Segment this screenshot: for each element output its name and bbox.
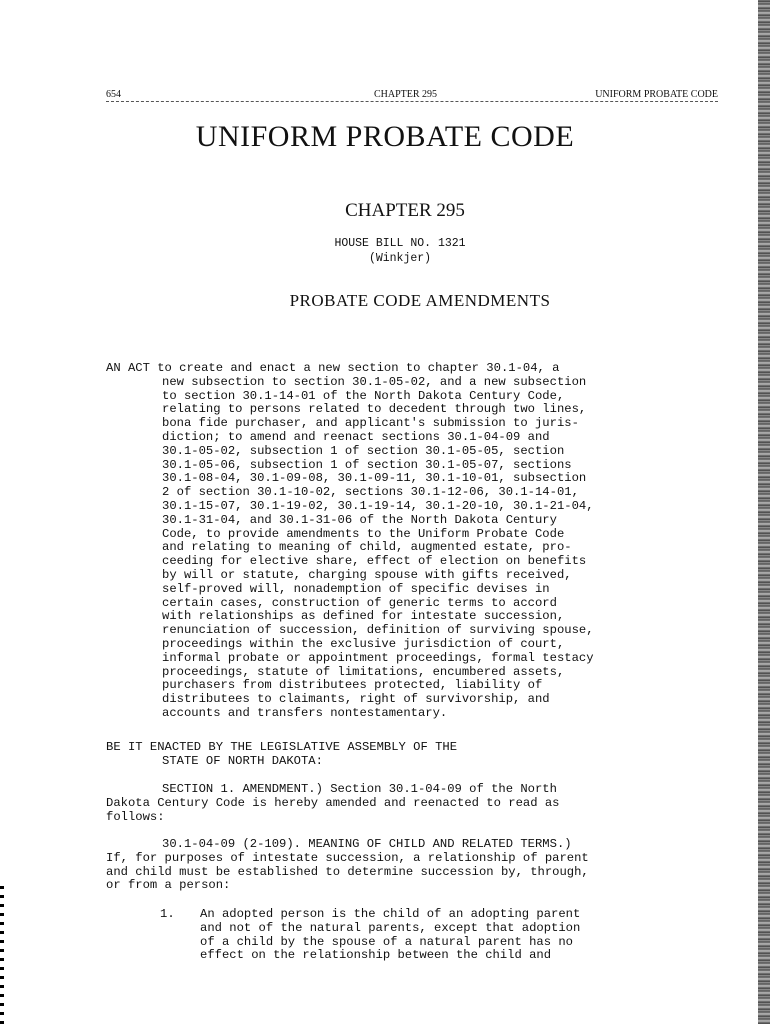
act-line: proceedings within the exclusive jurisdiction of court, — [162, 636, 565, 651]
list-item-number: 1. — [160, 907, 175, 921]
act-line: purchasers from distributees protected, liability of — [162, 678, 543, 693]
bill-info — [0, 236, 770, 266]
list-item-line: of a child by the spouse of a natural parent has no — [200, 934, 573, 949]
section-text-paragraph — [106, 838, 589, 893]
act-line: renunciation of succession, definition of surviving spouse, — [162, 623, 594, 638]
header-chapter: CHAPTER 295 — [374, 89, 438, 100]
act-line: and relating to meaning of child, augmented estate, pro- — [162, 540, 572, 555]
header-rule — [106, 101, 718, 102]
section-text-line: If, for purposes of intestate succession, a relationship of parent — [106, 850, 589, 865]
running-header — [106, 86, 718, 106]
section-1-line: SECTION 1. AMENDMENT.) Section 30.1-04-09 of the North — [162, 782, 557, 796]
section-heading-line: 30.1-04-09 (2-109). MEANING OF CHILD AND RELATED TERMS.) — [162, 837, 572, 851]
enacting-clause — [106, 741, 457, 769]
enacting-line-2: STATE OF NORTH DAKOTA: — [162, 753, 323, 768]
header-running-title: UNIFORM PROBATE CODE — [595, 89, 718, 100]
act-line: proceedings, statute of limitations, encumbered assets, — [162, 664, 565, 679]
act-line: accounts and transfers nontestamentary. — [162, 705, 448, 720]
act-line: to section 30.1-14-01 of the North Dakota Century Code, — [162, 388, 565, 403]
act-first-line: AN ACT to create and enact a new section to chapter 30.1-04, a — [106, 361, 560, 375]
act-line: 30.1-15-07, 30.1-19-02, 30.1-19-14, 30.1-20-10, 30.1-21-04, — [162, 498, 594, 513]
act-line: bona fide purchaser, and applicant's submission to juris- — [162, 416, 579, 431]
list-item-line: and not of the natural parents, except that adoption — [200, 920, 581, 935]
act-line: with relationships as defined for intestate succession, — [162, 609, 565, 624]
section-text-line: or from a person: — [106, 878, 231, 893]
section-1-line: follows: — [106, 809, 165, 824]
act-line: 30.1-08-04, 30.1-09-08, 30.1-09-11, 30.1-10-01, subsection — [162, 471, 587, 486]
act-line: diction; to amend and reenact sections 30.1-04-09 and — [162, 429, 550, 444]
act-paragraph — [106, 362, 594, 721]
subject-heading: PROBATE CODE AMENDMENTS — [289, 291, 551, 310]
section-1-line: Dakota Century Code is hereby amended and reenacted to read as — [106, 795, 560, 810]
act-line: by will or statute, charging spouse with gifts received, — [162, 567, 572, 582]
bill-sponsor: (Winkjer) — [368, 252, 432, 265]
act-line: 30.1-05-02, subsection 1 of section 30.1-05-05, section — [162, 443, 565, 458]
bill-number: HOUSE BILL NO. 1321 — [334, 237, 466, 250]
list-item-line: An adopted person is the child of an adopting parent — [200, 907, 581, 921]
act-line: new subsection to section 30.1-05-02, and a new subsection — [162, 374, 587, 389]
list-item-line: effect on the relationship between the child and — [200, 948, 552, 963]
act-line: self-proved will, nonademption of specific devises in — [162, 581, 550, 596]
act-line: ceeding for elective share, effect of election on benefits — [162, 554, 587, 569]
act-line: 30.1-31-04, and 30.1-31-06 of the North Dakota Century — [162, 512, 557, 527]
page-number: 654 — [106, 89, 121, 100]
section-text-line: and child must be established to determine succession by, through, — [106, 864, 589, 879]
act-line: distributees to claimants, right of survivorship, and — [162, 692, 550, 707]
enacting-line-1: BE IT ENACTED BY THE LEGISLATIVE ASSEMBLY OF THE — [106, 740, 458, 754]
section-1-paragraph — [106, 783, 559, 824]
act-line: Code, to provide amendments to the Uniform Probate Code — [162, 526, 565, 541]
act-line: 2 of section 30.1-10-02, sections 30.1-12-06, 30.1-14-01, — [162, 485, 579, 500]
scan-margin-marks — [0, 880, 4, 1024]
document-title: UNIFORM PROBATE CODE — [195, 120, 575, 153]
act-line: informal probate or appointment proceedings, formal testacy — [162, 650, 594, 665]
chapter-heading: CHAPTER 295 — [345, 200, 465, 221]
act-line: 30.1-05-06, subsection 1 of section 30.1-05-07, sections — [162, 457, 572, 472]
act-line: relating to persons related to decedent through two lines, — [162, 402, 587, 417]
list-item-body — [200, 908, 580, 963]
act-line: certain cases, construction of generic terms to accord — [162, 595, 557, 610]
